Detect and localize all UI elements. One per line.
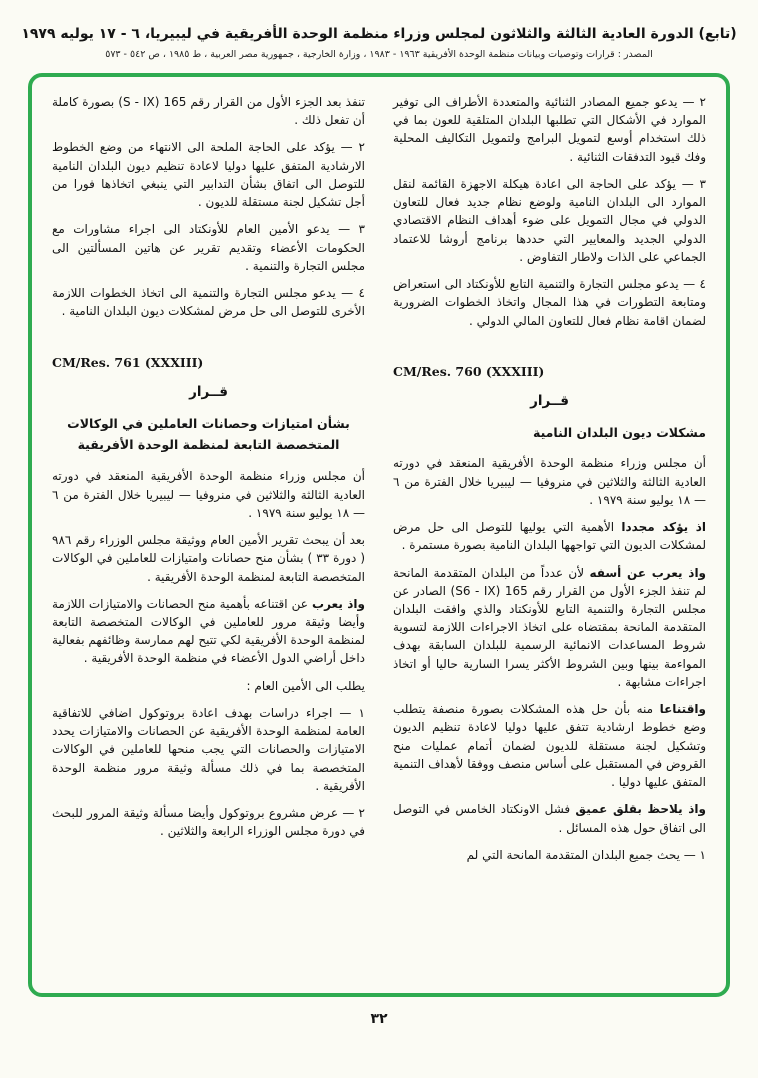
paragraph-text: الأهمية التي يوليها للتوصل الى حل مرض لمشكلات الديون التي تواجهها البلدان النامية بصورة مستمرة . xyxy=(393,520,706,553)
paragraph: ٢ — يؤكد على الحاجة الملحة الى الانتهاء من وضع الخطوط الارشادية المتفق عليها دوليا لاعادة تنظيم ديون البلدان النامية للتوصل الى اتفاق بشأن التدابير التي ينبغي اتخاذها فورا من أجل تشكيل لجنة مستقلة للديون . xyxy=(52,140,365,210)
page-number: ٣٢ xyxy=(370,1011,388,1027)
resolution-number-760: CM/Res. 760 (XXXIII) xyxy=(393,363,545,379)
paragraph: أن مجلس وزراء منظمة الوحدة الأفريقية المنعقد في دورته العادية الثالثة والثلاثين في منروفيا — ليبيريا خلال الفترة من ٦ — ١٨ يوليو سنة ١٩٧٩ . xyxy=(393,456,706,507)
paragraph-text: منه بأن حل هذه المشكلات بصورة منصفة يتطلب وضع خطوط ارشادية تتفق عليها دوليا لاعادة تنظيم الديون وتشكيل لجنة مستقلة للديون لضمان أتمام عمليات منح القروض في المستقبل على أساس منصف ووفقا لأهداف التنمية المتفق عليها دوليا . xyxy=(393,702,706,790)
paragraph-text: فشل الاونكتاد الخامس في التوصل الى اتفاق حول هذه المسائل . xyxy=(393,802,706,835)
paragraph: ٢ — يدعو جميع المصادر الثنائية والمتعددة الأطراف الى توفير الموارد في الأشكال التي تطلبها البلدان المتلقية للعون بما في ذلك استخدام أوسع لتمويل البرامج ولتمويل التكاليف المحلية وفك قيود التدفقات الثنائية . xyxy=(393,95,706,164)
header-title: (تابع) الدورة العادية الثالثة والثلاثون لمجلس وزراء منظمة الوحدة الأفريقية في ليبيريا، ٦ - ١٧ يوليه ١٩٧٩ xyxy=(21,26,737,42)
paragraph-text: عن اقتناعه بأهمية منح الحصانات والامتيازات اللازمة وأيضا وثيقة مرور للعاملين في الوكالات المتخصصة التابعة لمنظمة الوحدة الأفريقية لكي تتيح لهم ممارسة وظائفهم بفعالية داخل أراضي الدول الأعضاء في منظمة الوحدة الأفريقية . xyxy=(52,596,365,666)
paragraph: ٤ — يدعو مجلس التجارة والتنمية التابع للأونكتاد الى استعراض ومتابعة التطورات في هذا المجال واتخاذ الخطوات الضرورية لضمان اقامة نظام فعال للتعاون المالي الدولي . xyxy=(393,277,706,328)
paragraph: يطلب الى الأمين العام : xyxy=(246,678,365,693)
paragraph: تنفذ بعد الجزء الأول من القرار رقم 165 (S - IX) بصورة كاملة أن تفعل ذلك . xyxy=(52,95,365,128)
paragraph: ٢ — عرض مشروع بروتوكول وأيضا مسألة وثيقة المرور للبحث في دورة مجلس الوزراء الرابعة والثلاثين . xyxy=(52,806,365,839)
paragraph-lead: واقتناعا xyxy=(659,702,706,717)
paragraph: بعد أن يبحث تقرير الأمين العام ووثيقة مجلس الوزراء رقم ٩٨٦ ( دورة ٣٣ ) بشأن منح حصانات وامتيازات للعاملين في الوكالات المتخصصة التابعة لمنظمة الوحدة الأفريقية . xyxy=(52,533,366,584)
paragraph xyxy=(393,518,706,554)
resolution-number-761: CM/Res. 761 (XXXIII) xyxy=(52,354,204,370)
resolution-title: مشكلات ديون البلدان النامية xyxy=(532,425,706,441)
resolution-heading: قــرار xyxy=(530,392,569,409)
paragraph: ١ — يحث جميع البلدان المتقدمة المانحة التي لم xyxy=(466,847,706,862)
paragraph: ٤ — يدعو مجلس التجارة والتنمية الى اتخاذ الخطوات اللازمة الأخرى للتوصل الى حل مرض لمشكلات ديون البلدان النامية . xyxy=(52,286,365,319)
paragraph: ٣ — يدعو الأمين العام للأونكتاد الى اجراء مشاورات مع الحكومات الأعضاء وتقديم تقرير عن هاتين المسألتين الى مجلس التجارة والتنمية . xyxy=(52,222,365,273)
paragraph xyxy=(52,595,365,668)
column-right xyxy=(393,93,706,985)
resolution-heading: قــرار xyxy=(189,383,228,400)
paragraph-lead: واذ يعرب عن أسفه xyxy=(589,565,707,580)
paragraph: ٣ — يؤكد على الحاجة الى اعادة هيكلة الاجهزة القائمة لنقل الموارد الى البلدان النامية ولوضع نظام جديد فعال للتعاون الدولي في مجال التمويل على ضوء أهداف النظام الاقتصادي الدولي الجديد والمعايير التي حددها برنامج أروشا للاعتماد الجماعي على الذات ولاطار التفاوض . xyxy=(393,176,706,264)
paragraph xyxy=(393,800,706,836)
paragraph-lead: واذ يلاحظ بقلق عميق xyxy=(575,802,706,817)
paragraph xyxy=(393,700,706,791)
resolution-title: بشأن امتيازات وحصانات العاملين في الوكالات المتخصصة التابعة لمنظمة الوحدة الأفريقية xyxy=(67,416,350,452)
document-frame xyxy=(28,73,730,997)
paragraph-lead: اذ يؤكد مجددا xyxy=(621,520,706,535)
paragraph xyxy=(393,564,706,692)
paragraph: أن مجلس وزراء منظمة الوحدة الأفريقية المنعقد في دورته العادية الثالثة والثلاثين في منروفيا — ليبيريا خلال الفترة من ٦ — ١٨ يوليو سنة ١٩٧٩ . xyxy=(52,469,365,520)
header-source: المصدر : قرارات وتوصيات وبيانات منظمة الوحدة الأفريقية ١٩٦٣ - ١٩٨٣ ، وزارة الخارجية ، جمهورية مصر العربية ، ط ١٩٨٥ ، ص ٥٤٢ - ٥٧٣ xyxy=(105,49,653,60)
paragraph-text: لأن عدداً من البلدان المتقدمة المانحة لم تنفذ الجزء الأول من القرار رقم 165 (S6 - IX) الصادر عن مجلس التجارة والتنمية التابع للأونكتاد والذي وافقت البلدان المتقدمة المانحة بمقتضاه على اتخاذ الاجراءات اللازمة لتسوية شروط المساعدات الانمائية الرسمية للبلدان السابقة بهدف المواءمة بينها وبين الشروط الأكثر يسرا السارية حاليا أو اتخاذ اجراءات مشابهة . xyxy=(393,565,707,689)
paragraph-lead: واذ يعرب xyxy=(312,596,365,611)
column-left xyxy=(52,93,365,985)
page-header xyxy=(0,0,758,60)
two-column-layout xyxy=(52,93,706,985)
paragraph: ١ — اجراء دراسات بهدف اعادة بروتوكول اضافي للاتفاقية العامة لمنظمة الوحدة الأفريقية عن الحصانات والامتيازات يحدد الامتيازات والحصانات التي يجب منحها للعاملين في الوكالات المتخصصة بما في ذلك مسألة وثيقة مرور منظمة الوحدة الأفريقية . xyxy=(52,705,365,793)
